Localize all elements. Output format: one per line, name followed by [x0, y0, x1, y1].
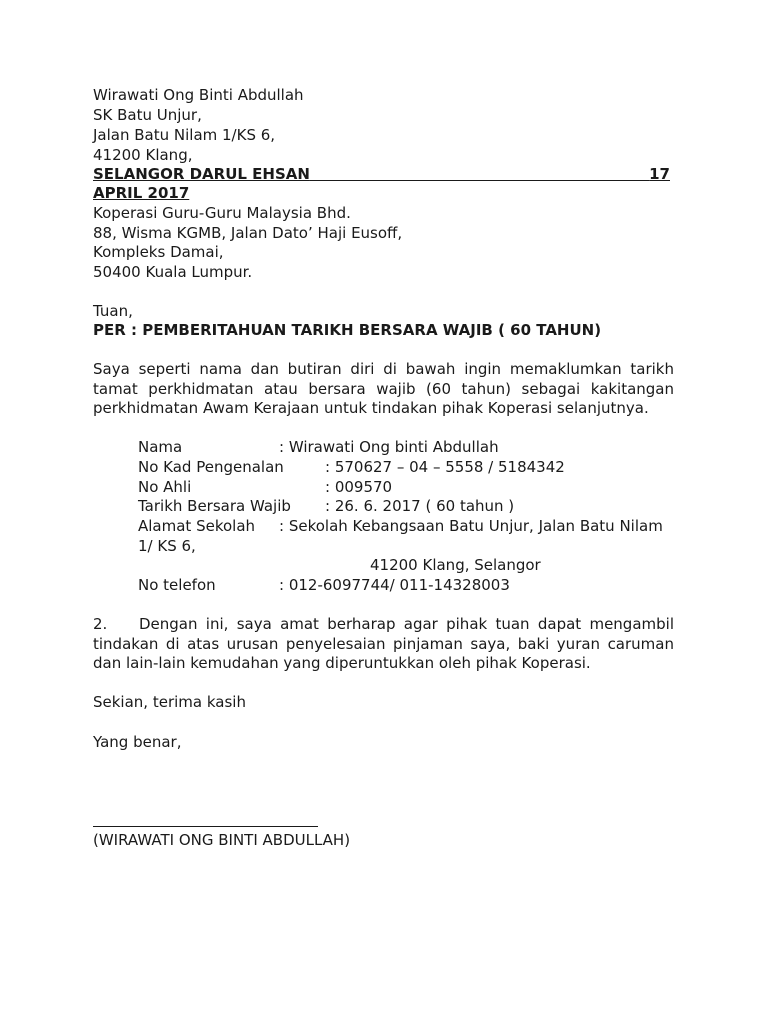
- salutation: Tuan,: [93, 302, 133, 320]
- subject-line: PER : PEMBERITAHUAN TARIKH BERSARA WAJIB ( 60 TAHUN): [93, 321, 602, 339]
- detail-name-value: : Wirawati Ong binti Abdullah: [279, 438, 499, 456]
- sender-name: Wirawati Ong Binti Abdullah: [93, 86, 304, 104]
- detail-member-label: No Ahli: [138, 478, 192, 496]
- signature-name: (WIRAWATI ONG BINTI ABDULLAH): [93, 831, 351, 849]
- sender-state: SELANGOR DARUL EHSAN: [93, 165, 310, 183]
- detail-retire-label: Tarikh Bersara Wajib: [138, 497, 291, 515]
- detail-name-label: Nama: [138, 438, 183, 456]
- para2-line-3: dan lain-lain kemudahan yang diperuntukkan oleh pihak Koperasi.: [93, 654, 591, 672]
- detail-school-value: : Sekolah Kebangsaan Batu Unjur, Jalan Batu Nilam: [279, 517, 663, 535]
- para1-line-2: tamat perkhidmatan atau bersara wajib (60 tahun) sebagai kakitangan: [93, 380, 674, 398]
- detail-school-label: Alamat Sekolah: [138, 517, 256, 535]
- para1-line-1: Saya seperti nama dan butiran diri di bawah ingin memaklumkan tarikh: [93, 360, 674, 378]
- detail-ic-label: No Kad Pengenalan: [138, 458, 284, 476]
- detail-ic-value: : 570627 – 04 – 5558 / 5184342: [325, 458, 565, 476]
- detail-retire-value: : 26. 6. 2017 ( 60 tahun ): [325, 497, 515, 515]
- detail-member-value: : 009570: [325, 478, 393, 496]
- letter-date-day: 17: [649, 165, 670, 183]
- sender-school: SK Batu Unjur,: [93, 106, 202, 124]
- recipient-address-2: Kompleks Damai,: [93, 243, 224, 261]
- para2-number: 2.: [93, 615, 108, 633]
- para2-line-1: Dengan ini, saya amat berharap agar pihak tuan dapat mengambil: [139, 615, 674, 633]
- letter-date-month-year: APRIL 2017: [93, 184, 190, 202]
- para2-line-2: tindakan di atas urusan penyelesaian pinjaman saya, baki yuran caruman: [93, 635, 674, 653]
- closing-thanks: Sekian, terima kasih: [93, 693, 246, 711]
- signature-line: [93, 826, 318, 827]
- recipient-org: Koperasi Guru-Guru Malaysia Bhd.: [93, 204, 351, 222]
- sender-state-date-row: [93, 165, 670, 184]
- closing-sign-off: Yang benar,: [93, 733, 182, 751]
- sender-city: 41200 Klang,: [93, 146, 193, 164]
- detail-school-value-line2: 41200 Klang, Selangor: [370, 556, 541, 574]
- recipient-address-3: 50400 Kuala Lumpur.: [93, 263, 253, 281]
- detail-phone-value: : 012-6097744/ 011-14328003: [279, 576, 510, 594]
- para1-line-3: perkhidmatan Awam Kerajaan untuk tindakan pihak Koperasi selanjutnya.: [93, 399, 649, 417]
- detail-school-value-wrap: 1/ KS 6,: [138, 537, 196, 555]
- sender-street: Jalan Batu Nilam 1/KS 6,: [93, 126, 276, 144]
- detail-phone-label: No telefon: [138, 576, 216, 594]
- date-fill-line: [310, 165, 649, 181]
- recipient-address-1: 88, Wisma KGMB, Jalan Dato’ Haji Eusoff,: [93, 224, 403, 242]
